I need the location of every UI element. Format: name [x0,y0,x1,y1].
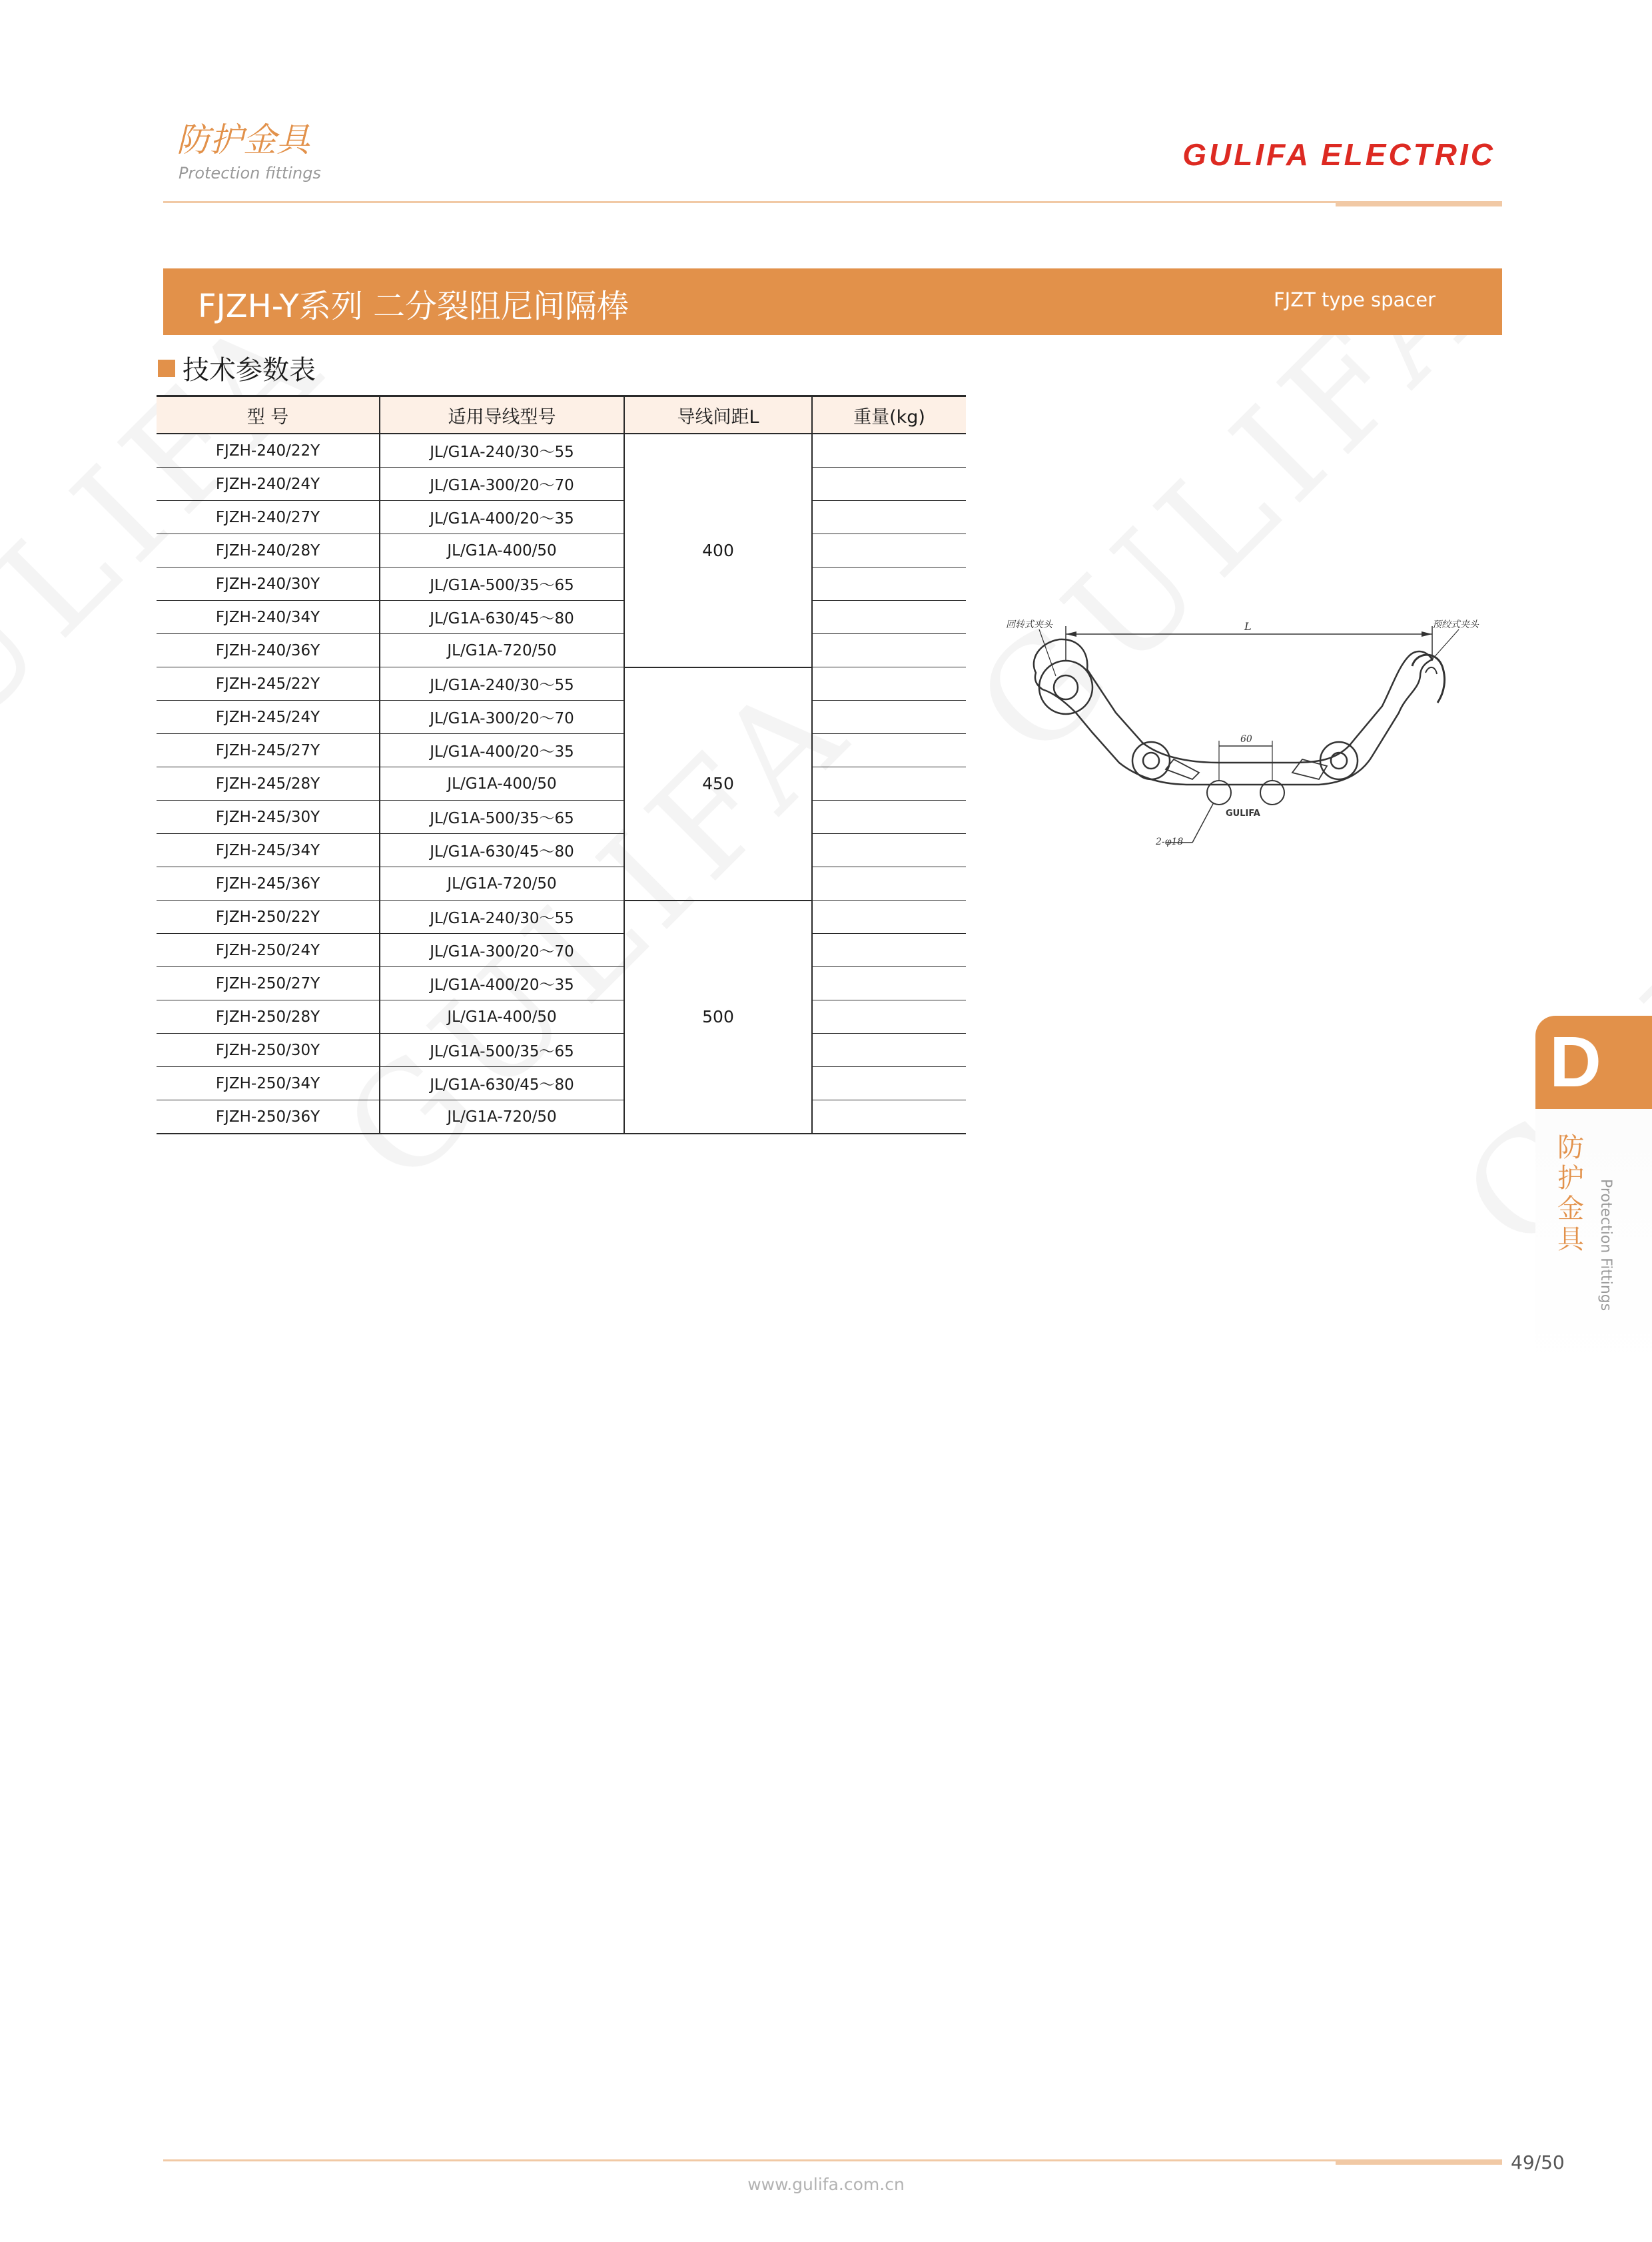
cell-weight [812,967,966,1000]
table-row [157,1067,966,1100]
side-tab-cn: 防护金具 [1557,1132,1584,1255]
cell-conductor: JL/G1A-240/30～55 [380,434,624,468]
cell-model: FJZH-245/22Y [157,667,380,701]
cell-weight [812,667,966,701]
side-tab-en: Protection Fittings [1597,1179,1614,1311]
table-row [157,734,966,767]
table-row [157,901,966,934]
cell-weight [812,1000,966,1034]
cell-model: FJZH-245/34Y [157,834,380,867]
table-row [157,501,966,534]
cell-weight [812,534,966,567]
table-row [157,534,966,567]
cell-conductor: JL/G1A-300/20～70 [380,934,624,967]
cell-weight [812,434,966,468]
header-divider-accent [1336,201,1502,206]
product-title-en: FJZT type spacer [1273,288,1436,311]
cell-model: FJZH-250/24Y [157,934,380,967]
label-length: L [1244,620,1252,633]
cell-conductor: JL/G1A-500/35～65 [380,801,624,834]
cell-distance: 450 [624,667,812,901]
cell-weight [812,734,966,767]
cell-conductor: JL/G1A-400/50 [380,534,624,567]
cell-model: FJZH-245/24Y [157,701,380,734]
cell-conductor: JL/G1A-630/45～80 [380,1067,624,1100]
cell-conductor: JL/G1A-400/20～35 [380,967,624,1000]
cell-model: FJZH-250/30Y [157,1034,380,1067]
cell-model: FJZH-250/28Y [157,1000,380,1034]
cell-weight [812,801,966,834]
header-distance: 导线间距L [624,396,812,434]
cell-model: FJZH-245/36Y [157,867,380,901]
parameters-table [157,395,966,1134]
cell-weight [812,867,966,901]
cell-conductor: JL/G1A-630/45～80 [380,834,624,867]
cell-weight [812,834,966,867]
cell-model: FJZH-250/22Y [157,901,380,934]
cell-conductor: JL/G1A-300/20～70 [380,701,624,734]
table-row [157,934,966,967]
label-left-clamp: 回转式夹头 [1006,619,1052,630]
section-title: 技术参数表 [183,355,316,386]
header-category-cn: 防护金具 [177,121,310,159]
cell-conductor: JL/G1A-400/20～35 [380,501,624,534]
cell-conductor: JL/G1A-240/30～55 [380,901,624,934]
cell-conductor: JL/G1A-300/20～70 [380,468,624,501]
cell-model: FJZH-245/28Y [157,767,380,801]
cell-conductor: JL/G1A-240/30～55 [380,667,624,701]
cell-conductor: JL/G1A-400/20～35 [380,734,624,767]
cell-weight [812,1034,966,1067]
cell-weight [812,634,966,667]
table-row [157,1034,966,1067]
table-row [157,1100,966,1134]
cell-model: FJZH-240/22Y [157,434,380,468]
table-row [157,434,966,468]
cell-weight [812,601,966,634]
side-tab-letter: D [1549,1021,1601,1102]
spacer-technical-drawing [999,613,1505,853]
cell-conductor: JL/G1A-720/50 [380,634,624,667]
cell-weight [812,767,966,801]
label-center-distance: 60 [1240,734,1252,745]
cell-weight [812,501,966,534]
cell-distance: 500 [624,901,812,1134]
cell-conductor: JL/G1A-400/50 [380,1000,624,1034]
section-bullet-icon [158,360,175,377]
cell-model: FJZH-240/24Y [157,468,380,501]
table-header-row [157,396,966,434]
cell-weight [812,1100,966,1134]
cell-weight [812,1067,966,1100]
cell-model: FJZH-250/34Y [157,1067,380,1100]
cell-conductor: JL/G1A-720/50 [380,1100,624,1134]
page-number: 49/50 [1511,2151,1565,2173]
cell-conductor: JL/G1A-630/45～80 [380,601,624,634]
label-right-clamp: 预绞式夹头 [1432,619,1479,630]
cell-model: FJZH-250/27Y [157,967,380,1000]
table-row [157,1000,966,1034]
brand-logo: GULIFA ELECTRIC [1182,137,1495,172]
cell-model: FJZH-240/28Y [157,534,380,567]
table-row [157,967,966,1000]
cell-weight [812,567,966,601]
cell-model: FJZH-245/27Y [157,734,380,767]
cell-model: FJZH-240/30Y [157,567,380,601]
header-weight: 重量(kg) [812,396,966,434]
cell-weight [812,468,966,501]
cell-model: FJZH-240/36Y [157,634,380,667]
cell-weight [812,901,966,934]
header-model: 型 号 [157,396,380,434]
cell-model: FJZH-240/27Y [157,501,380,534]
table-row [157,767,966,801]
table-row [157,468,966,501]
cell-conductor: JL/G1A-500/35～65 [380,1034,624,1067]
product-title-cn: FJZH-Y系列 二分裂阻尼间隔棒 [198,288,629,325]
table-row [157,601,966,634]
section-side-tab [1535,1016,1652,1375]
cell-weight [812,934,966,967]
cell-weight [812,701,966,734]
cell-model: FJZH-250/36Y [157,1100,380,1134]
table-row [157,667,966,701]
header-category-en: Protection fittings [179,164,321,183]
label-holes: 2-φ18 [1156,837,1184,847]
product-title-bar [163,268,1502,335]
cell-conductor: JL/G1A-500/35～65 [380,567,624,601]
cell-model: FJZH-240/34Y [157,601,380,634]
table-row [157,801,966,834]
table-row [157,834,966,867]
header-conductor: 适用导线型号 [380,396,624,434]
cell-conductor: JL/G1A-400/50 [380,767,624,801]
table-row [157,867,966,901]
website-url: www.gulifa.com.cn [747,2175,905,2194]
table-row [157,701,966,734]
footer-divider [163,2159,1336,2161]
cell-model: FJZH-245/30Y [157,801,380,834]
header-divider [163,201,1336,203]
cell-conductor: JL/G1A-720/50 [380,867,624,901]
table-row [157,567,966,601]
cell-distance: 400 [624,434,812,667]
footer-divider-accent [1336,2159,1502,2165]
label-drawing-logo: GULIFA [1226,809,1260,819]
table-row [157,634,966,667]
